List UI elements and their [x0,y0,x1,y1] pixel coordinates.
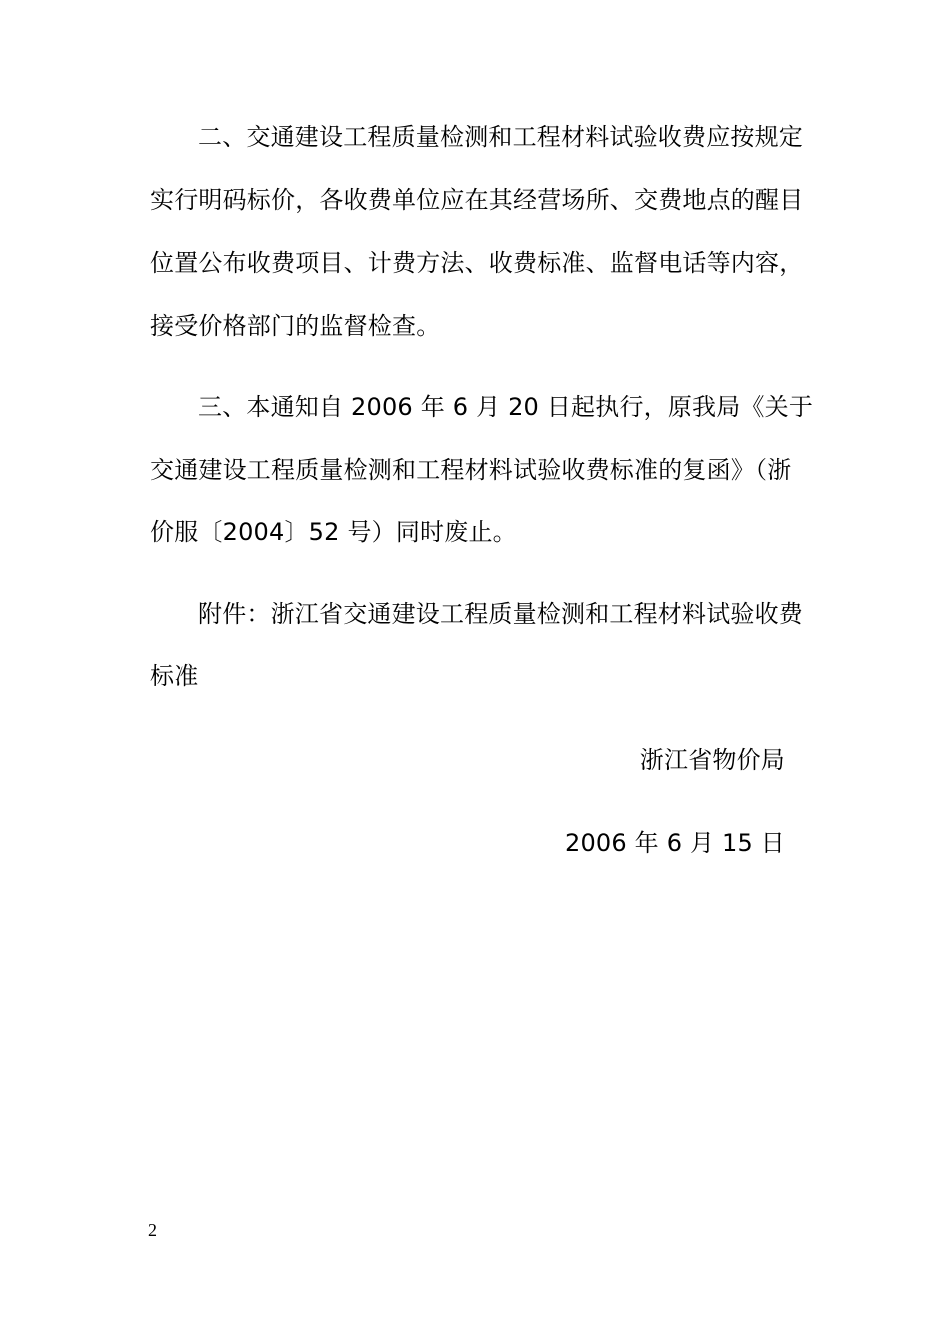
paragraph-2-line-2: 实行明码标价，各收费单位应在其经营场所、交费地点的醒目 [150,186,804,214]
paragraph-3-line-2: 交通建设工程质量检测和工程材料试验收费标准的复函》（浙 [150,456,792,484]
paragraph-3-line-1: 三、本通知自 2006 年 6 月 20 日起执行，原我局《关于 [198,393,814,421]
paragraph-2-line-1: 二、交通建设工程质量检测和工程材料试验收费应按规定 [198,123,803,151]
page-number: 2 [148,1220,157,1240]
issuer-name: 浙江省物价局 [639,746,785,774]
attachment-line-1: 附件：浙江省交通建设工程质量检测和工程材料试验收费 [198,600,803,628]
attachment-line-2: 标准 [150,662,199,690]
paragraph-3-line-3: 价服〔2004〕52 号）同时废止。 [150,518,517,546]
paragraph-2-line-4: 接受价格部门的监督检查。 [150,312,441,340]
issue-date: 2006 年 6 月 15 日 [564,829,785,857]
paragraph-2-line-3: 位置公布收费项目、计费方法、收费标准、监督电话等内容， [150,249,804,277]
